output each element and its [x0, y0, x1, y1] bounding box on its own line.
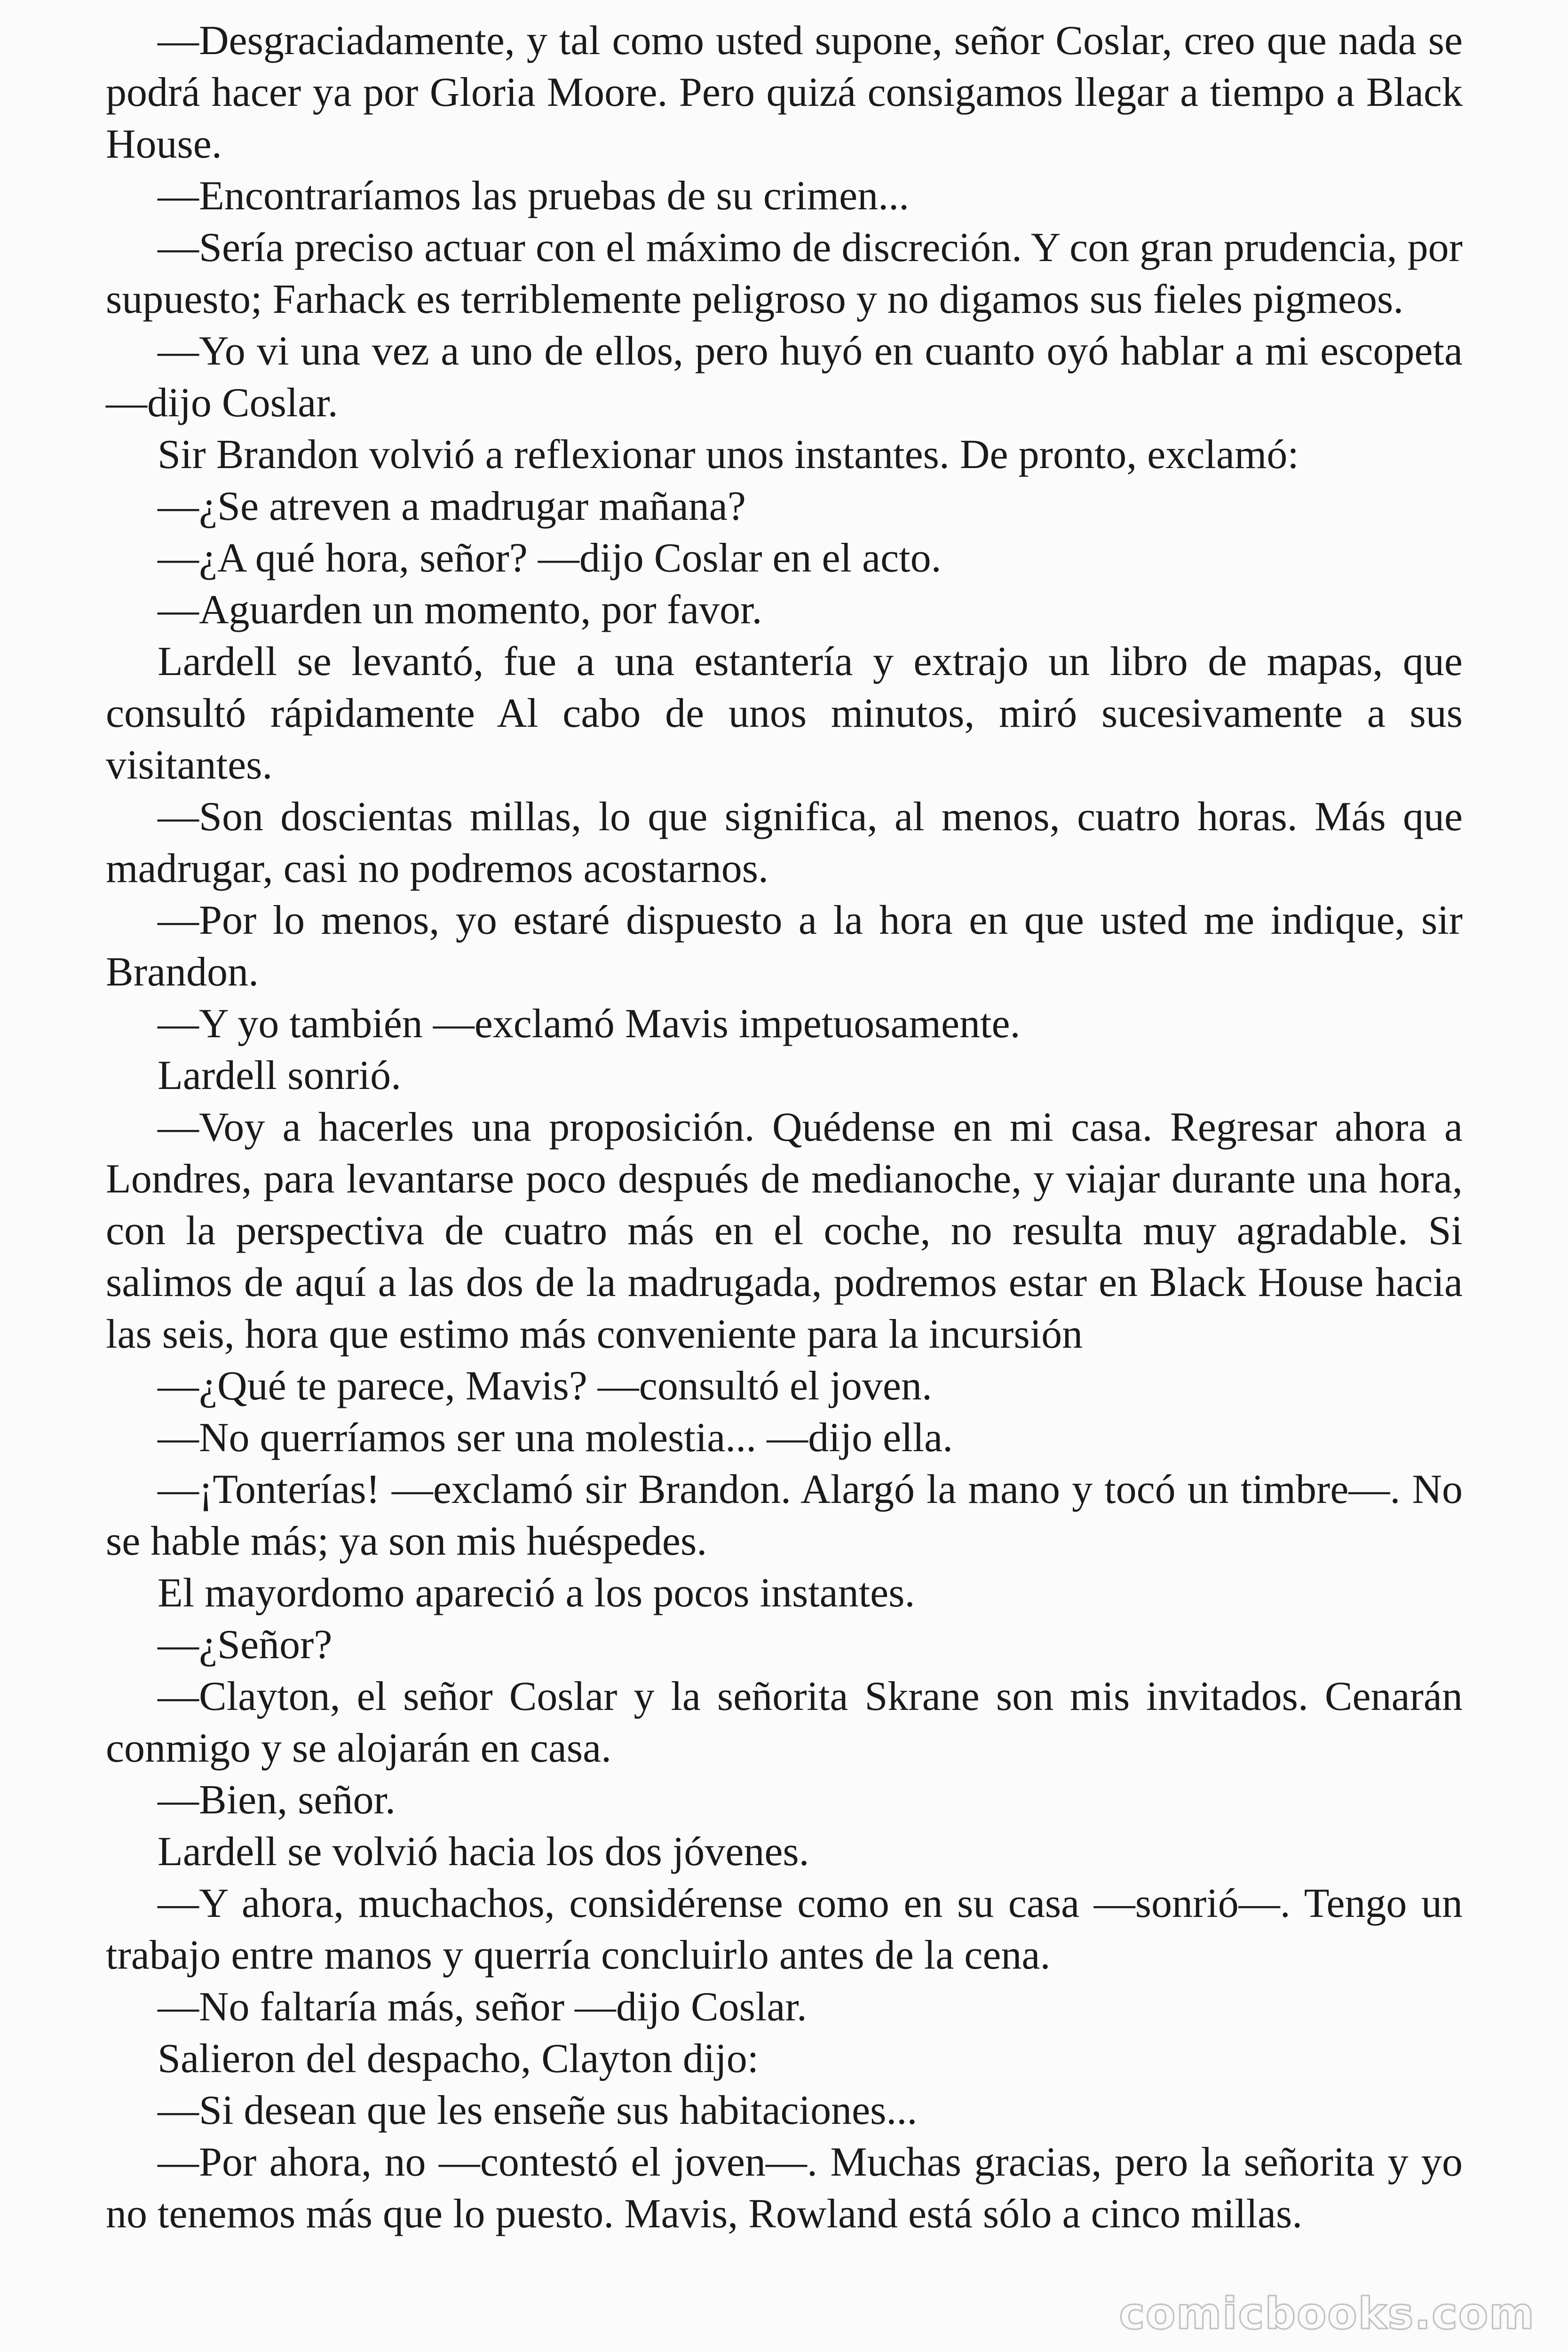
paragraph: —Aguarden un momento, por favor.	[158, 587, 762, 633]
paragraph: —Yo vi una vez a uno de ellos, pero huyó en cuanto oyó hablar a mi escopeta —dijo Coslar.	[106, 328, 1463, 426]
paragraph: El mayordomo apareció a los pocos instantes.	[158, 1570, 915, 1616]
paragraph: —Desgraciadamente, y tal como usted supone, señor Coslar, creo que nada se podrá hacer ya por Gloria Moore. Pero quizá consigamos llegar a tiempo a Black House.	[106, 18, 1463, 167]
paragraph: —Y yo también —exclamó Mavis impetuosamente.	[158, 1001, 1021, 1047]
paragraph: Lardell sonrió.	[158, 1053, 402, 1098]
page-text	[106, 15, 1463, 2240]
paragraph: —Por ahora, no —contestó el joven—. Muchas gracias, pero la señorita y yo no tenemos más que lo puesto. Mavis, Rowland está sólo a cinco millas.	[106, 2139, 1463, 2237]
paragraph: —Clayton, el señor Coslar y la señorita Skrane son mis invitados. Cenarán conmigo y se alojarán en casa.	[106, 1674, 1463, 1771]
paragraph: —Si desean que les enseñe sus habitaciones...	[158, 2088, 918, 2133]
paragraph: —¿A qué hora, señor? —dijo Coslar en el acto.	[158, 535, 942, 581]
paragraph: Salieron del despacho, Clayton dijo:	[158, 2036, 759, 2082]
paragraph: —Sería preciso actuar con el máximo de discreción. Y con gran prudencia, por supuesto; Farhack es terriblemente peligroso y no digamos sus fieles pigmeos.	[106, 225, 1463, 322]
paragraph: —¿Se atreven a madrugar mañana?	[158, 484, 746, 529]
paragraph: —¿Señor?	[158, 1622, 333, 1668]
paragraph: Lardell se levantó, fue a una estantería y extrajo un libro de mapas, que consultó rápidamente Al cabo de unos minutos, miró sucesivamente a sus visitantes.	[106, 639, 1463, 788]
paragraph: —Voy a hacerles una proposición. Quédense en mi casa. Regresar ahora a Londres, para levantarse poco después de medianoche, y viajar durante una hora, con la perspectiva de cuatro más en el coche, no resulta muy agradable. Si salimos de aquí a las dos de la madrugada, podremos estar en Black House hacia las seis, hora que estimo más conveniente para la incursión	[106, 1104, 1463, 1357]
paragraph: —No faltaría más, señor —dijo Coslar.	[158, 1984, 807, 2030]
paragraph: —Y ahora, muchachos, considérense como en su casa —sonrió—. Tengo un trabajo entre manos y querría concluirlo antes de la cena.	[106, 1881, 1463, 1978]
paragraph: Lardell se volvió hacia los dos jóvenes.	[158, 1829, 809, 1875]
paragraph: —Son doscientas millas, lo que significa, al menos, cuatro horas. Más que madrugar, casi no podremos acostarnos.	[106, 794, 1463, 891]
paragraph: —¿Qué te parece, Mavis? —consultó el joven.	[158, 1363, 932, 1409]
paragraph: —¡Tonterías! —exclamó sir Brandon. Alargó la mano y tocó un timbre—. No se hable más; ya son mis huéspedes.	[106, 1467, 1463, 1564]
paragraph: —Bien, señor.	[158, 1777, 396, 1823]
paragraph: —Encontraríamos las pruebas de su crimen...	[158, 173, 910, 219]
paragraph: —Por lo menos, yo estaré dispuesto a la hora en que usted me indique, sir Brandon.	[106, 898, 1463, 995]
watermark: comicbooks.com	[1119, 2288, 1535, 2339]
paragraph: Sir Brandon volvió a reflexionar unos instantes. De pronto, exclamó:	[158, 432, 1299, 477]
paragraph: —No querríamos ser una molestia... —dijo ella.	[158, 1415, 953, 1461]
